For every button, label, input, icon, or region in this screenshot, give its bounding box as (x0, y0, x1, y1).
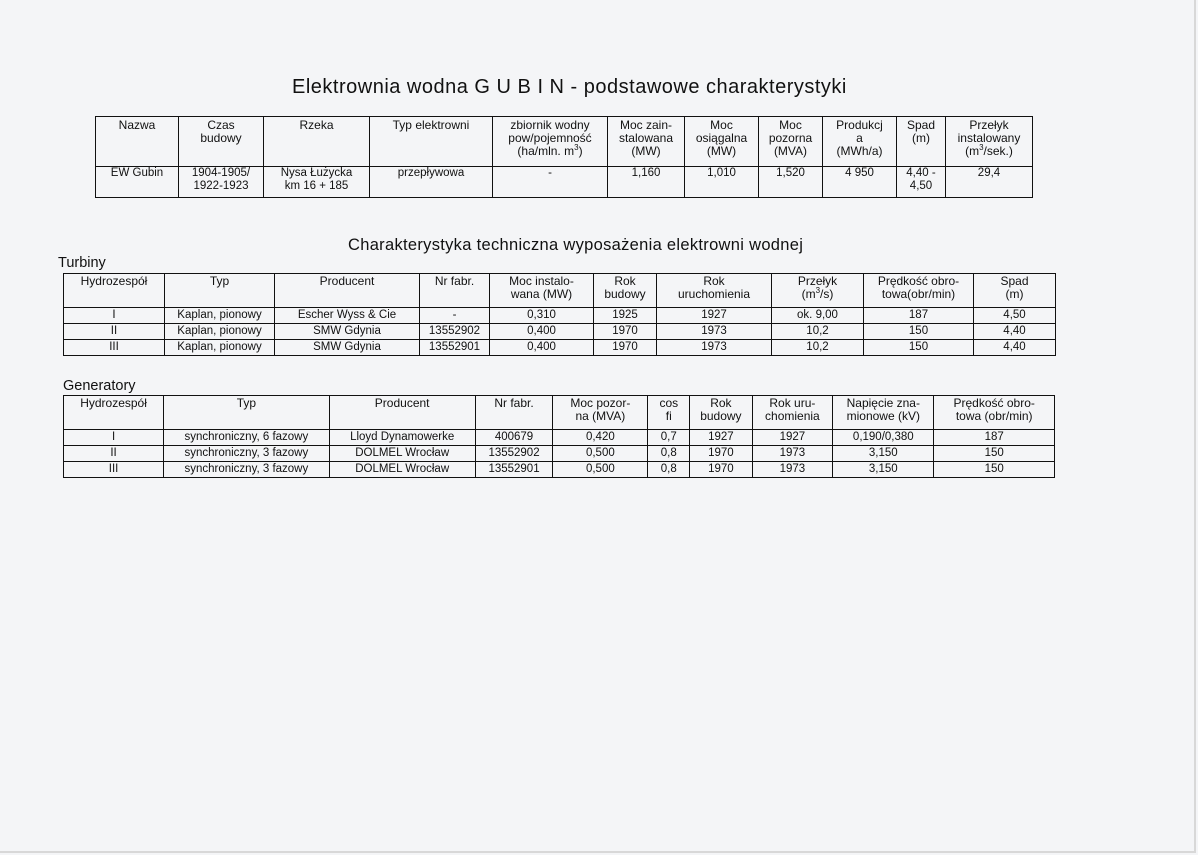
table-cell: III (64, 462, 164, 478)
table-cell: ok. 9,00 (772, 308, 864, 324)
table-cell: DOLMEL Wrocław (329, 462, 475, 478)
section-title: Charakterystyka techniczna wyposażenia elektrowni wodnej (348, 236, 804, 254)
table-row (64, 340, 1056, 356)
header-moc-pozorna: Moc pozorna (MVA) (759, 117, 823, 167)
table-cell: 1927 (657, 308, 772, 324)
table-cell: 0,500 (553, 446, 648, 462)
table-cell: 1970 (690, 462, 752, 478)
generatory-label: Generatory (63, 378, 136, 394)
table-cell: 0,7 (648, 430, 690, 446)
table-cell: 0,8 (648, 446, 690, 462)
cell-moc-zainstalowana: 1,160 (608, 167, 685, 198)
main-header-row (96, 117, 1033, 167)
table-cell: 10,2 (772, 340, 864, 356)
table-cell: 0,400 (490, 340, 594, 356)
header-nr-fabr: Nr fabr. (420, 274, 490, 308)
table-row (64, 462, 1055, 478)
header-produkcja: Produkcj a (MWh/a) (823, 117, 897, 167)
table-cell: 13552901 (475, 462, 553, 478)
header-rok-uruchomienia: Rok uruchomienia (657, 274, 772, 308)
table-cell: DOLMEL Wrocław (329, 446, 475, 462)
table-cell: 3,150 (833, 462, 934, 478)
table-cell: 1973 (657, 340, 772, 356)
main-characteristics-table (95, 116, 1033, 198)
header-producent: Producent (275, 274, 420, 308)
header-typ-elektrowni: Typ elektrowni (370, 117, 493, 167)
table-cell: III (64, 340, 165, 356)
table-cell: SMW Gdynia (275, 340, 420, 356)
table-cell: 0,8 (648, 462, 690, 478)
table-cell: 187 (934, 430, 1055, 446)
header-producent: Producent (329, 396, 475, 430)
table-cell: 0,190/0,380 (833, 430, 934, 446)
turbiny-header-row (64, 274, 1056, 308)
table-cell: 150 (934, 462, 1055, 478)
table-cell: 10,2 (772, 324, 864, 340)
table-cell: I (64, 308, 165, 324)
generatory-table (63, 395, 1055, 478)
table-cell: 150 (864, 340, 974, 356)
table-cell: 13552902 (420, 324, 490, 340)
header-przelyk: Przełyk $(m^3/s)$ (772, 274, 864, 308)
header-nr-fabr: Nr fabr. (475, 396, 553, 430)
cell-nazwa: EW Gubin (96, 167, 179, 198)
table-cell: Kaplan, pionowy (165, 308, 275, 324)
header-rok-budowy: Rok budowy (594, 274, 657, 308)
table-row (64, 446, 1055, 462)
page-title: Elektrownia wodna G U B I N - podstawowe charakterystyki (292, 76, 847, 98)
table-cell: II (64, 446, 164, 462)
table-cell: 0,500 (553, 462, 648, 478)
table-cell: 1973 (752, 446, 833, 462)
table-cell: 4,50 (974, 308, 1056, 324)
header-rzeka: Rzeka (264, 117, 370, 167)
header-rok-uruchomienia: Rok uru- chomienia (752, 396, 833, 430)
table-row (96, 167, 1033, 198)
table-cell: 1970 (594, 324, 657, 340)
header-moc-pozorna: Moc pozor- na (MVA) (553, 396, 648, 430)
cell-typ: przepływowa (370, 167, 493, 198)
generatory-header-row (64, 396, 1055, 430)
header-spad: Spad (m) (974, 274, 1056, 308)
header-hydrozespol: Hydrozespół (64, 396, 164, 430)
table-cell: synchroniczny, 3 fazowy (164, 446, 330, 462)
header-czas-budowy: Czas budowy (179, 117, 264, 167)
table-cell: 1973 (752, 462, 833, 478)
header-rok-budowy: Rok budowy (690, 396, 752, 430)
table-cell: 3,150 (833, 446, 934, 462)
table-cell: 4,40 (974, 324, 1056, 340)
table-cell: Kaplan, pionowy (165, 324, 275, 340)
table-cell: 400679 (475, 430, 553, 446)
header-spad: Spad (m) (897, 117, 946, 167)
header-moc-zainstalowana: Moc zain- stalowana (MW) (608, 117, 685, 167)
cell-produkcja: 4 950 (823, 167, 897, 198)
table-cell: 150 (864, 324, 974, 340)
turbiny-table (63, 273, 1056, 356)
turbiny-label: Turbiny (58, 255, 106, 271)
table-cell: 1970 (690, 446, 752, 462)
table-cell: 1927 (690, 430, 752, 446)
header-predkosc: Prędkość obro- towa(obr/min) (864, 274, 974, 308)
table-cell: 1973 (657, 324, 772, 340)
table-cell: 4,40 (974, 340, 1056, 356)
header-zbiornik: zbiornik wodny pow/pojemność (ha/mln. $m^3$) (493, 117, 608, 167)
table-row (64, 430, 1055, 446)
table-cell: II (64, 324, 165, 340)
table-cell: - (420, 308, 490, 324)
table-cell: 0,420 (553, 430, 648, 446)
header-typ: Typ (165, 274, 275, 308)
table-cell: synchroniczny, 3 fazowy (164, 462, 330, 478)
cell-moc-pozorna: 1,520 (759, 167, 823, 198)
table-cell: Kaplan, pionowy (165, 340, 275, 356)
header-cos-fi: cos fi (648, 396, 690, 430)
header-typ: Typ (164, 396, 330, 430)
table-cell: Escher Wyss & Cie (275, 308, 420, 324)
table-cell: I (64, 430, 164, 446)
header-hydrozespol: Hydrozespół (64, 274, 165, 308)
cell-czas-budowy: 1904-1905/ 1922-1923 (179, 167, 264, 198)
table-cell: Lloyd Dynamowerke (329, 430, 475, 446)
table-cell: 1927 (752, 430, 833, 446)
cell-rzeka: Nysa Łużycka km 16 + 185 (264, 167, 370, 198)
table-cell: 1970 (594, 340, 657, 356)
table-cell: SMW Gdynia (275, 324, 420, 340)
cell-przelyk: 29,4 (946, 167, 1033, 198)
table-cell: 187 (864, 308, 974, 324)
header-moc-instalowana: Moc instalo- wana (MW) (490, 274, 594, 308)
table-cell: 13552902 (475, 446, 553, 462)
table-row (64, 308, 1056, 324)
table-cell: 13552901 (420, 340, 490, 356)
header-moc-osiagalna: Moc osiągalna (MW) (685, 117, 759, 167)
cell-moc-osiagalna: 1,010 (685, 167, 759, 198)
header-przelyk: Przełyk instalowany $(m^3/sek.)$ (946, 117, 1033, 167)
cell-spad: 4,40 - 4,50 (897, 167, 946, 198)
table-cell: 0,400 (490, 324, 594, 340)
header-napiecie: Napięcie zna- mionowe (kV) (833, 396, 934, 430)
table-cell: 0,310 (490, 308, 594, 324)
header-predkosc: Prędkość obro- towa (obr/min) (934, 396, 1055, 430)
table-row (64, 324, 1056, 340)
table-cell: 150 (934, 446, 1055, 462)
header-nazwa: Nazwa (96, 117, 179, 167)
table-cell: synchroniczny, 6 fazowy (164, 430, 330, 446)
table-cell: 1925 (594, 308, 657, 324)
cell-zbiornik: - (493, 167, 608, 198)
